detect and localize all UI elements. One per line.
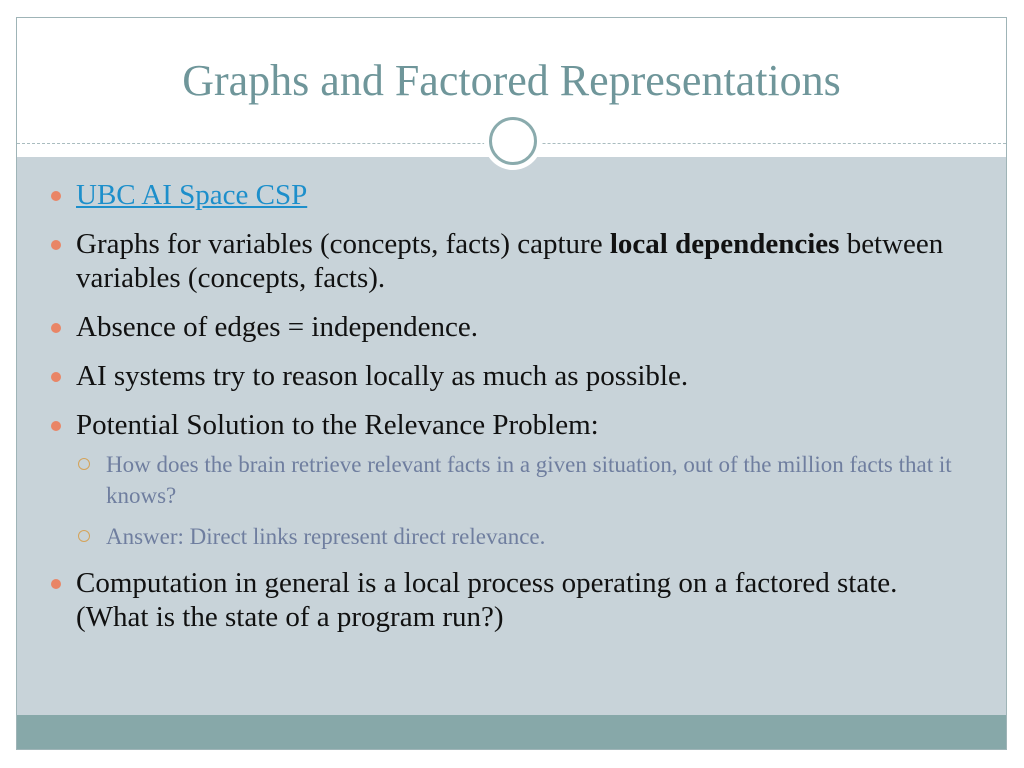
bullet-text: Absence of edges = independence.	[76, 311, 479, 343]
bullet-text: AI systems try to reason locally as much as possible.	[76, 360, 689, 392]
hollow-circle-bullet-icon	[78, 458, 90, 470]
sub-bullet-list	[17, 449, 1006, 552]
bullet-dot-icon	[51, 579, 61, 589]
ubc-ai-space-csp-link[interactable]: UBC AI Space CSP	[76, 179, 308, 211]
bullet-item-computation	[17, 566, 1006, 634]
ring-ornament-inner	[489, 117, 537, 165]
slide-title: Graphs and Factored Representations	[182, 56, 841, 105]
footer-band	[17, 715, 1006, 749]
bullet-text: Potential Solution to the Relevance Problem:	[76, 409, 599, 441]
sub-bullet-item-answer	[17, 521, 1006, 552]
bullet-dot-icon	[51, 240, 61, 250]
bullet-dot-icon	[51, 372, 61, 382]
bullet-item-absence	[17, 310, 1006, 344]
bullet-item-graphs	[17, 227, 1006, 295]
bullet-dot-icon	[51, 323, 61, 333]
bullet-text-bold: local dependencies	[609, 228, 840, 260]
bullet-dot-icon	[51, 421, 61, 431]
sub-bullet-text: How does the brain retrieve relevant facts in a given situation, out of the million facts that it knows?	[106, 452, 952, 508]
sub-bullet-item-question	[17, 449, 1006, 511]
sub-bullet-text: Answer: Direct links represent direct relevance.	[106, 524, 546, 549]
bullet-item-link	[17, 178, 1006, 212]
bullet-dot-icon	[51, 191, 61, 201]
ring-ornament-icon	[484, 112, 542, 170]
slide	[16, 17, 1007, 750]
bullet-item-relevance	[17, 408, 1006, 442]
bullet-text: Computation in general is a local process operating on a factored state. (What is the state of a program run?)	[76, 567, 898, 633]
bullet-item-ai-systems	[17, 359, 1006, 393]
bullet-text-post: between variables (concepts, facts).	[76, 228, 944, 294]
hollow-circle-bullet-icon	[78, 530, 90, 542]
bullet-list	[17, 178, 1006, 649]
bullet-text-pre: Graphs for variables (concepts, facts) capture	[76, 228, 610, 260]
